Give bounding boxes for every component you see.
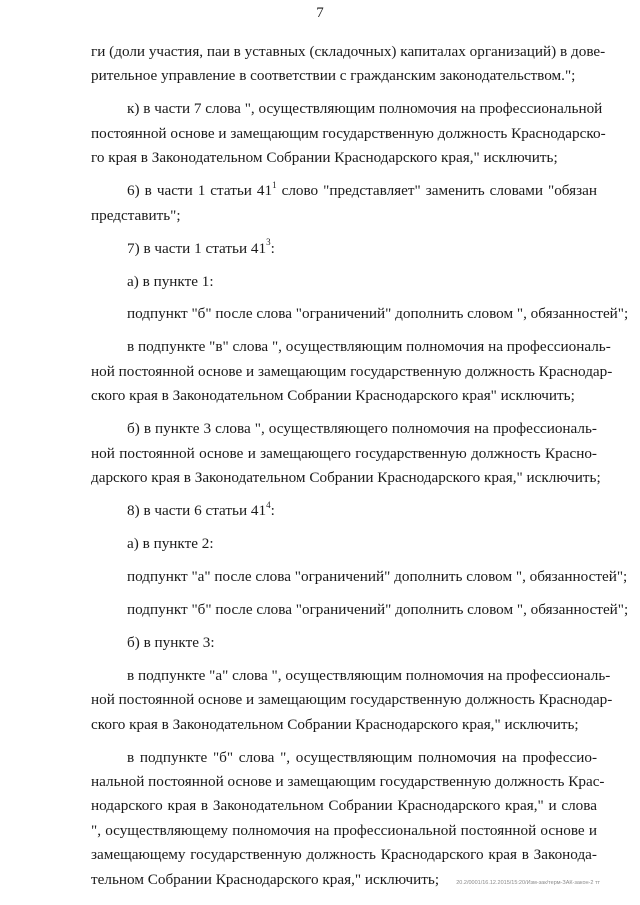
line-text: б) в пункте 3 слова ", осуществляющего полномочия на профессиональ-	[127, 420, 597, 438]
line-text: а) в пункте 1:	[127, 272, 214, 290]
text-line	[91, 97, 603, 121]
line-text: го края в Законодательном Собрании Краснодарского края," исключить;	[91, 149, 558, 167]
superscript: 4	[266, 499, 271, 510]
text-line	[91, 204, 597, 228]
line-text: постоянной основе и замещающим государственную должность Краснодарско-	[91, 124, 606, 142]
text-line	[91, 302, 629, 326]
text-line	[91, 664, 611, 688]
line-text-continued: слово "представляет" заменить словами "обязан	[276, 182, 598, 200]
line-text: замещающему государственную должность Краснодарского края в Законода-	[91, 846, 597, 864]
text-line	[91, 335, 611, 359]
line-text: а) в пункте 2:	[127, 534, 214, 552]
footer-stamp: 20.2/0001/16.12.2015/15:20/Изм-зак/терм-ЗАК-закон-2 тт	[456, 880, 600, 886]
line-text: нодарского края в Законодательном Собрании Краснодарского края," и слова	[91, 797, 597, 815]
line-text: ги (доли участия, паи в уставных (складочных) капиталах организаций) в дове-	[91, 43, 606, 60]
text-line	[91, 746, 597, 770]
line-text: 7) в части 1 статьи 41	[127, 239, 267, 257]
text-line	[91, 442, 597, 466]
text-line	[91, 179, 597, 203]
line-text: рительное управление в соответствии с гражданским законодательством.";	[91, 67, 576, 85]
text-line	[91, 688, 613, 712]
text-line	[91, 417, 597, 441]
line-text: ", осуществляющему полномочия на профессиональной постоянной основе и	[91, 821, 597, 839]
superscript: 3	[266, 237, 271, 248]
text-line	[91, 532, 597, 556]
text-line	[91, 819, 597, 843]
line-text-continued: :	[270, 239, 275, 257]
line-text: ной постоянной основе и замещающим государственную должность Краснодар-	[91, 691, 613, 709]
line-text: ной постоянной основе и замещающего государственную должность Красно-	[91, 444, 597, 462]
line-text: б) в пункте 3:	[127, 633, 215, 651]
text-line	[91, 237, 597, 261]
line-text: в подпункте "а" слова ", осуществляющим полномочия на профессиональ-	[127, 666, 611, 684]
line-text: представить";	[91, 206, 181, 224]
line-text-continued: :	[270, 502, 275, 519]
superscript: 1	[272, 180, 277, 191]
text-line	[91, 64, 597, 88]
text-line	[91, 360, 613, 384]
text-line	[91, 713, 597, 737]
text-line	[91, 565, 628, 589]
line-text: подпункт "б" после слова "ограничений" дополнить словом ", обязанностей";	[127, 305, 629, 323]
line-text: тельном Собрании Краснодарского края," исключить;	[91, 870, 440, 888]
text-line	[91, 631, 597, 655]
text-line	[91, 598, 629, 622]
text-line	[91, 499, 597, 523]
line-text: нальной постоянной основе и замещающим государственную должность Крас-	[91, 773, 605, 791]
text-line	[91, 146, 597, 170]
line-text: в подпункте "б" слова ", осуществляющим полномочия на профессио-	[127, 748, 597, 766]
text-line	[91, 270, 597, 294]
text-line	[91, 122, 606, 146]
text-line	[91, 843, 597, 867]
page-number: 7	[316, 5, 324, 21]
line-text: ной постоянной основе и замещающим государственную должность Краснодар-	[91, 362, 613, 380]
line-text: к) в части 7 слова ", осуществляющим полномочия на профессиональной	[127, 100, 603, 118]
text-line	[91, 384, 597, 408]
line-text: в подпункте "в" слова ", осуществляющим полномочия на профессиональ-	[127, 338, 611, 356]
text-line	[91, 794, 597, 818]
line-text: 6) в части 1 статьи 41	[127, 182, 273, 200]
text-line	[91, 466, 601, 490]
line-text: ского края в Законодательном Собрании Краснодарского края" исключить;	[91, 387, 575, 405]
line-text: подпункт "б" после слова "ограничений" дополнить словом ", обязанностей";	[127, 600, 629, 618]
document-body	[91, 40, 629, 892]
line-text: ского края в Законодательном Собрании Краснодарского края," исключить;	[91, 715, 579, 733]
line-text: подпункт "а" после слова "ограничений" дополнить словом ", обязанностей";	[127, 567, 628, 585]
line-text: дарского края в Законодательном Собрании Краснодарского края," исключить;	[91, 469, 601, 487]
text-line	[91, 770, 605, 794]
text-line	[91, 40, 606, 64]
line-text: 8) в части 6 статьи 41	[127, 502, 267, 519]
